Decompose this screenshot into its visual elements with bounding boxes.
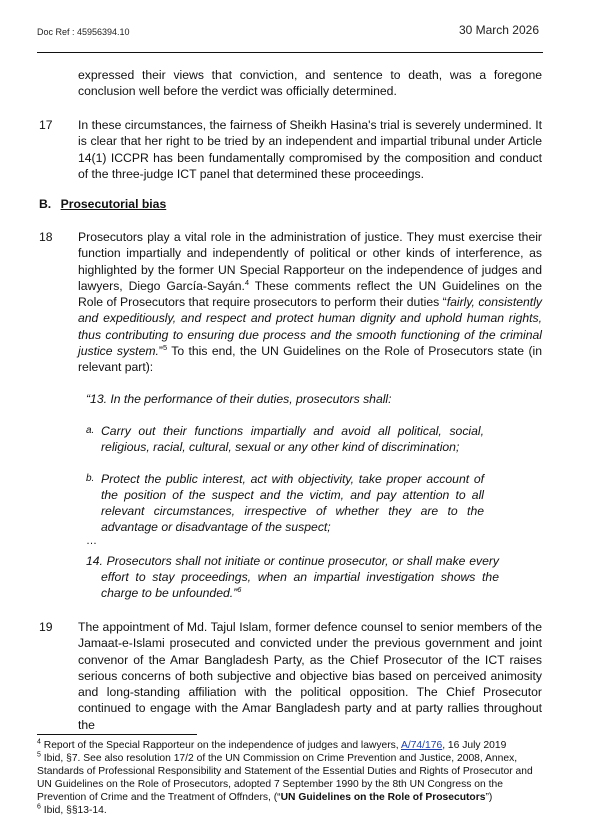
- p18-text-2: These comments reflect the UN Guidelines on the Role of Prosecutors that require prosecutors to perform their duties “: [78, 278, 542, 310]
- p18-text-1: Prosecutors play a vital role in the administration of justice. They must exercise their function impartially and independently of political or other kinds of interference, as highlighted by the former UN Special Rapporteur on the independence of judges and lawyers, Diego García-Sayán.: [78, 230, 542, 293]
- paragraph-number-17: 17: [39, 118, 53, 132]
- quote-item-14-text: 14. Prosecutors shall not initiate or continue prosecutor, or shall make every effort to stay proceedings, when an impartial investigation shows the charge to be unfounded.”: [86, 554, 499, 600]
- list-marker-a: a.: [86, 425, 95, 436]
- footnote-4-text: Report of the Special Rapporteur on the independence of judges and lawyers,: [40, 740, 401, 751]
- quote-item-b: [86, 471, 484, 535]
- quote-item-14: [86, 553, 499, 601]
- footnote-4-link[interactable]: A/74/176: [400, 740, 443, 751]
- list-marker-b: b.: [86, 473, 95, 484]
- paragraph-17: In these circumstances, the fairness of Sheikh Hasina's trial is severely undermined. It is clear that her right to be tried by an independent and impartial tribunal under Article 14(1) ICCPR has been fundamentally compromised by the composition and conduct of the three-judge ICT panel that determined these proceedings.: [78, 118, 542, 181]
- footnotes: [37, 739, 543, 817]
- paragraph-19: The appointment of Md. Tajul Islam, former defence counsel to senior members of the Jamaat-e-Islami prosecuted and convicted under the previous government and joint convenor of the Amar Bangladesh Party, as the Chief Prosecutor of the ICT raises serious concerns of both subjective and objective bias based on perceived animosity and long-standing affiliation with the political opposition. The Chief Prosecutor continued to engage with the Amar Bangladesh party and at party rallies throughout the: [78, 620, 542, 732]
- quote-item-a-text: Carry out their functions impartially and avoid all political, social, religious, racial, cultural, sexual or any other kind of discrimination;: [101, 424, 484, 454]
- footnote-number-6: 6: [37, 803, 41, 811]
- quote-item-b-text: Protect the public interest, act with objectivity, take proper account of the position of the suspect and the victim, and pay attention to all relevant circumstances, irrespective of whether they are to the advantage or disadvantage of the suspect;: [101, 472, 484, 534]
- section-letter: B.: [39, 197, 52, 211]
- doc-reference: Doc Ref : 45956394.10: [37, 27, 130, 37]
- footnote-4: [37, 739, 543, 752]
- p18-text-4: To this end, the UN Guidelines on the Role of Prosecutors state (in relevant part):: [78, 344, 542, 375]
- footnote-number-5: 5: [37, 751, 41, 759]
- p18-text-3: ”: [158, 344, 163, 359]
- quote-item-a: [86, 423, 484, 455]
- footnote-ref-5[interactable]: 5: [162, 343, 168, 353]
- quote-intro: “13. In the performance of their duties, prosecutors shall:: [86, 392, 392, 406]
- footnote-5-text: Ibid, §7. See also resolution 17/2 of the UN Commission on Crime Prevention and Justice, 2008, Annex, Standards of Professional Responsibility and Statement of the Essential Duties and Rights of Prosecutor and UN Guidelines on the Role of Prosecutors, adopted 7 September 1990 by the 8th UN Congress on the Prevention of Crime and the Treatment of Offnders, (“: [37, 753, 533, 803]
- section-heading-b: [39, 197, 166, 211]
- paragraph-18: [78, 229, 542, 376]
- footnote-ref-6[interactable]: 6: [237, 584, 242, 594]
- quote-ellipsis: …: [86, 535, 97, 547]
- footnote-separator: [37, 734, 197, 735]
- paragraph-number-18: 18: [39, 230, 53, 244]
- p18-quoted-text: fairly, consistently and expeditiously, and respect and protect human dignity and uphold human rights, thus contributing to ensuring due process and the smooth functioning of the criminal justice system.: [78, 295, 542, 359]
- paragraph-number-19: 19: [39, 620, 53, 634]
- footnote-6-text: Ibid, §§13-14.: [40, 805, 107, 816]
- section-title: Prosecutorial bias: [60, 197, 167, 211]
- footnote-5: [37, 752, 543, 804]
- footnote-ref-4[interactable]: 4: [244, 277, 250, 287]
- document-date: 30 March 2026: [458, 23, 539, 37]
- footnote-6: [37, 804, 543, 817]
- footnote-5-defined-term: UN Guidelines on the Role of Prosecutors: [280, 792, 486, 803]
- footnote-number-4: 4: [37, 738, 41, 746]
- header-divider: [37, 52, 543, 53]
- paragraph-continuation: expressed their views that conviction, and sentence to death, was a foregone conclusion well before the verdict was officially determined.: [78, 68, 542, 99]
- footnote-5-text-end: ”): [485, 792, 493, 803]
- footnote-4-text-end: , 16 July 2019: [442, 740, 507, 751]
